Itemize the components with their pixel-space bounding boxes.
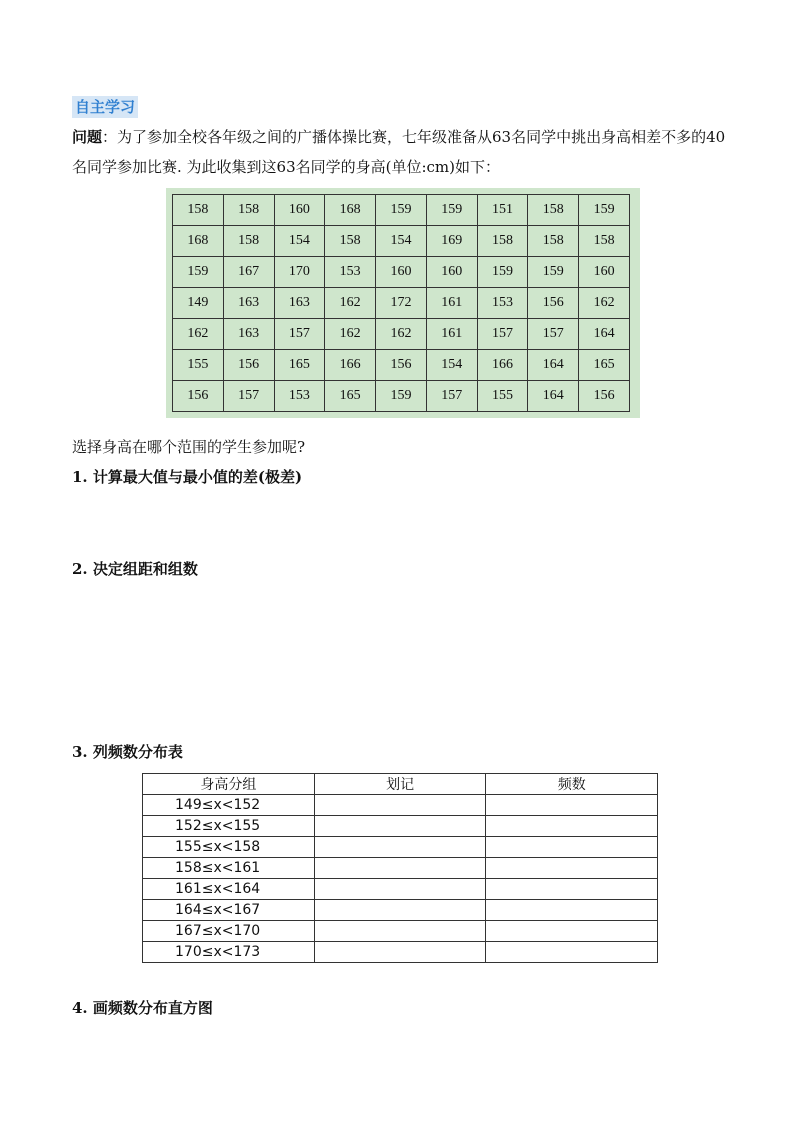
tally-cell[interactable] — [314, 858, 486, 879]
step-1: 1. 计算最大值与最小值的差(极差) — [72, 468, 303, 486]
header-tally: 划记 — [314, 774, 486, 795]
height-cell: 168 — [325, 195, 376, 226]
height-cell: 168 — [173, 226, 224, 257]
height-cell: 163 — [223, 319, 274, 350]
height-cell: 158 — [223, 226, 274, 257]
height-cell: 157 — [223, 381, 274, 412]
heights-row — [173, 257, 630, 288]
heights-row — [173, 319, 630, 350]
frequency-cell[interactable] — [486, 837, 658, 858]
height-cell: 156 — [528, 288, 579, 319]
frequency-cell[interactable] — [486, 795, 658, 816]
height-cell: 153 — [477, 288, 528, 319]
height-cell: 155 — [173, 350, 224, 381]
problem-label: 问题 — [72, 128, 103, 146]
frequency-row — [143, 837, 658, 858]
tally-cell[interactable] — [314, 837, 486, 858]
height-cell: 161 — [426, 288, 477, 319]
height-cell: 159 — [376, 195, 427, 226]
heights-row — [173, 381, 630, 412]
step-4: 4. 画频数分布直方图 — [72, 999, 213, 1017]
height-cell: 154 — [274, 226, 325, 257]
frequency-row — [143, 900, 658, 921]
frequency-table-header — [143, 774, 658, 795]
heights-row — [173, 195, 630, 226]
height-cell: 158 — [528, 195, 579, 226]
height-group-cell: 167≤x<170 — [143, 921, 315, 942]
height-cell: 160 — [579, 257, 630, 288]
height-cell: 165 — [579, 350, 630, 381]
frequency-row — [143, 921, 658, 942]
height-cell: 159 — [376, 381, 427, 412]
height-group-cell: 155≤x<158 — [143, 837, 315, 858]
tally-cell[interactable] — [314, 795, 486, 816]
height-cell: 158 — [173, 195, 224, 226]
height-cell: 159 — [426, 195, 477, 226]
height-cell: 165 — [274, 350, 325, 381]
height-cell: 157 — [426, 381, 477, 412]
height-cell: 166 — [325, 350, 376, 381]
height-group-cell: 158≤x<161 — [143, 858, 315, 879]
height-cell: 162 — [173, 319, 224, 350]
height-cell: 158 — [223, 195, 274, 226]
height-cell: 149 — [173, 288, 224, 319]
frequency-cell[interactable] — [486, 900, 658, 921]
frequency-row — [143, 816, 658, 837]
tally-cell[interactable] — [314, 900, 486, 921]
height-group-cell: 161≤x<164 — [143, 879, 315, 900]
height-cell: 172 — [376, 288, 427, 319]
frequency-cell[interactable] — [486, 858, 658, 879]
height-group-cell: 152≤x<155 — [143, 816, 315, 837]
height-cell: 169 — [426, 226, 477, 257]
tally-cell[interactable] — [314, 942, 486, 963]
height-cell: 161 — [426, 319, 477, 350]
height-cell: 167 — [223, 257, 274, 288]
heights-row — [173, 350, 630, 381]
height-cell: 162 — [325, 288, 376, 319]
tally-cell[interactable] — [314, 879, 486, 900]
header-height-group: 身高分组 — [143, 774, 315, 795]
height-cell: 153 — [325, 257, 376, 288]
height-cell: 154 — [426, 350, 477, 381]
problem-text: ：为了参加全校各年级之间的广播体操比赛，七年级准备从63名同学中挑出身高相差不多的40名同学参加比赛. 为此收集到这63名同学的身高(单位:cm)如下： — [72, 128, 726, 176]
height-cell: 164 — [579, 319, 630, 350]
height-cell: 163 — [223, 288, 274, 319]
header-frequency: 频数 — [486, 774, 658, 795]
height-cell: 158 — [325, 226, 376, 257]
height-cell: 156 — [173, 381, 224, 412]
height-cell: 159 — [579, 195, 630, 226]
tally-cell[interactable] — [314, 816, 486, 837]
height-cell: 165 — [325, 381, 376, 412]
height-group-cell: 164≤x<167 — [143, 900, 315, 921]
height-cell: 156 — [579, 381, 630, 412]
height-cell: 157 — [528, 319, 579, 350]
height-cell: 154 — [376, 226, 427, 257]
height-cell: 162 — [325, 319, 376, 350]
tally-cell[interactable] — [314, 921, 486, 942]
heights-table — [172, 194, 630, 412]
frequency-cell[interactable] — [486, 879, 658, 900]
frequency-cell[interactable] — [486, 816, 658, 837]
height-cell: 153 — [274, 381, 325, 412]
heights-table-panel — [166, 188, 640, 418]
height-cell: 156 — [223, 350, 274, 381]
frequency-row — [143, 795, 658, 816]
frequency-row — [143, 942, 658, 963]
height-cell: 159 — [477, 257, 528, 288]
height-cell: 158 — [579, 226, 630, 257]
frequency-row — [143, 858, 658, 879]
problem-paragraph — [72, 122, 732, 182]
height-cell: 151 — [477, 195, 528, 226]
heights-row — [173, 288, 630, 319]
height-cell: 155 — [477, 381, 528, 412]
height-cell: 160 — [426, 257, 477, 288]
step-2: 2. 决定组距和组数 — [72, 560, 198, 578]
step-3: 3. 列频数分布表 — [72, 743, 183, 761]
height-cell: 164 — [528, 381, 579, 412]
height-cell: 159 — [528, 257, 579, 288]
height-cell: 170 — [274, 257, 325, 288]
height-group-cell: 170≤x<173 — [143, 942, 315, 963]
frequency-cell[interactable] — [486, 921, 658, 942]
height-group-cell: 149≤x<152 — [143, 795, 315, 816]
height-cell: 162 — [376, 319, 427, 350]
frequency-cell[interactable] — [486, 942, 658, 963]
heights-row — [173, 226, 630, 257]
height-cell: 159 — [173, 257, 224, 288]
height-cell: 160 — [274, 195, 325, 226]
height-cell: 157 — [477, 319, 528, 350]
height-cell: 163 — [274, 288, 325, 319]
height-cell: 160 — [376, 257, 427, 288]
height-cell: 162 — [579, 288, 630, 319]
height-cell: 158 — [528, 226, 579, 257]
question-text: 选择身高在哪个范围的学生参加呢? — [72, 438, 306, 456]
height-cell: 158 — [477, 226, 528, 257]
height-cell: 157 — [274, 319, 325, 350]
height-cell: 156 — [376, 350, 427, 381]
height-cell: 164 — [528, 350, 579, 381]
section-tag: 自主学习 — [72, 96, 138, 118]
frequency-row — [143, 879, 658, 900]
frequency-table — [142, 773, 658, 963]
height-cell: 166 — [477, 350, 528, 381]
